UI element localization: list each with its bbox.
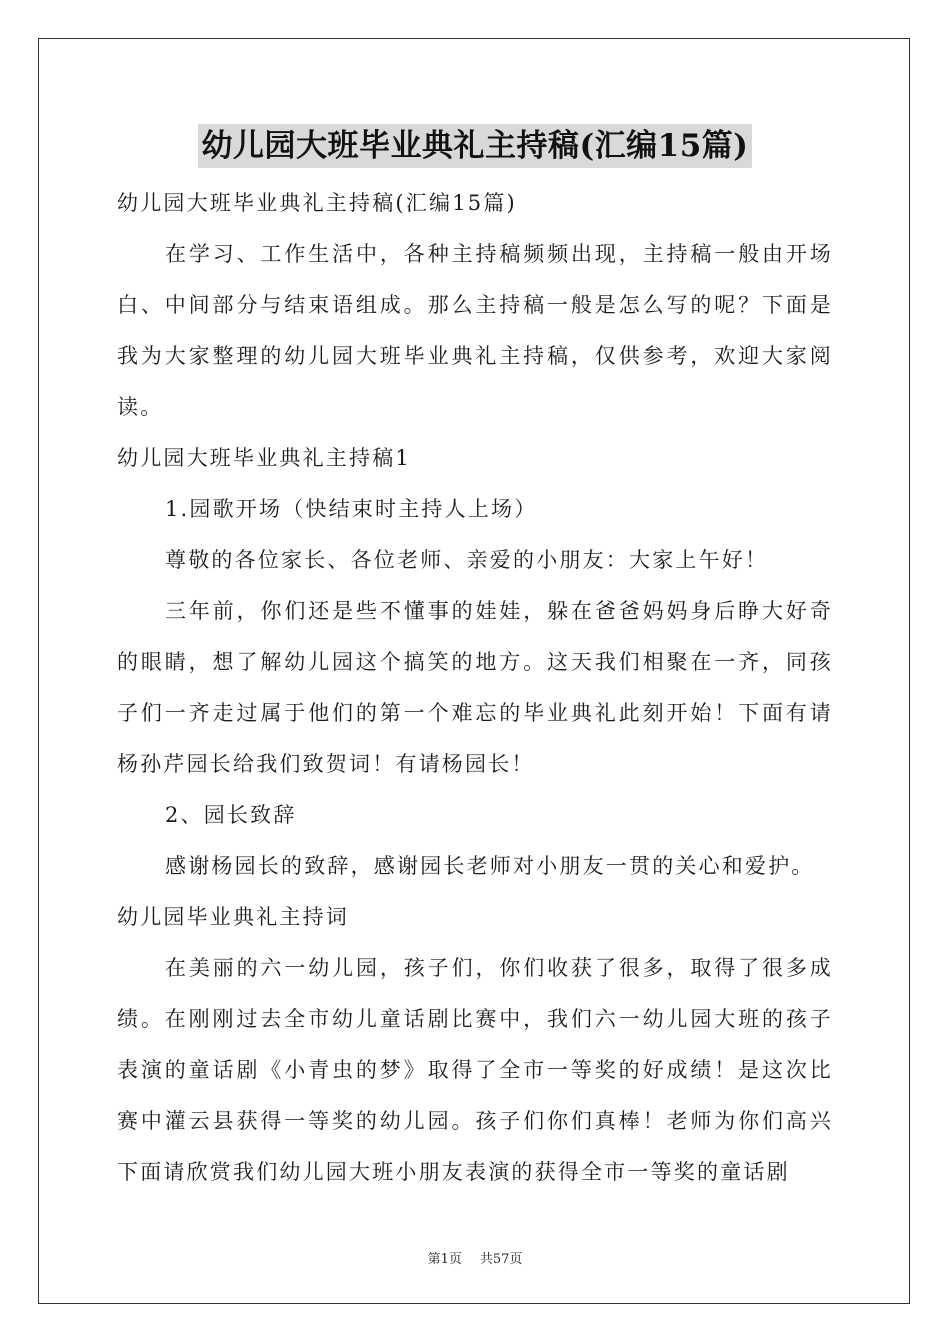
section-heading-1: 幼儿园大班毕业典礼主持稿1 xyxy=(117,446,411,470)
paragraph-greeting: 尊敬的各位家长、各位老师、亲爱的小朋友：大家上午好！ xyxy=(165,548,769,572)
page-footer xyxy=(0,1248,950,1267)
title-container xyxy=(0,124,950,168)
paragraph-subtitle: 幼儿园大班毕业典礼主持稿(汇编15篇) xyxy=(117,191,517,215)
page-number: 第1页 xyxy=(427,1252,462,1267)
paragraph-item-2: 2、园长致辞 xyxy=(165,803,297,827)
document-body xyxy=(117,178,833,1198)
paragraph-opening: 三年前，你们还是些不懂事的娃娃，躲在爸爸妈妈身后睁大好奇的眼睛，想了解幼儿园这个搞笑的地方。这天我们相聚在一齐，同孩子们一齐走过属于他们的第一个难忘的毕业典礼此刻开始！下面有请杨孙芹园长给我们致贺词！有请杨园长！ xyxy=(117,599,833,776)
paragraph-item-1: 1.园歌开场（快结束时主持人上场） xyxy=(165,497,538,521)
paragraph-intro: 在学习、工作生活中，各种主持稿频频出现，主持稿一般由开场白、中间部分与结束语组成。那么主持稿一般是怎么写的呢？下面是我为大家整理的幼儿园大班毕业典礼主持稿，仅供参考，欢迎大家阅读。 xyxy=(117,242,833,419)
document-title: 幼儿园大班毕业典礼主持稿(汇编15篇) xyxy=(198,124,753,168)
section-heading-2: 幼儿园毕业典礼主持词 xyxy=(117,905,349,929)
paragraph-achievements: 在美丽的六一幼儿园，孩子们，你们收获了很多，取得了很多成绩。在刚刚过去全市幼儿童话剧比赛中，我们六一幼儿园大班的孩子表演的童话剧《小青虫的梦》取得了全市一等奖的好成绩！是这次比赛中灌云县获得一等奖的幼儿园。孩子们你们真棒！老师为你们高兴下面请欣赏我们幼儿园大班小朋友表演的获得全市一等奖的童话剧 xyxy=(117,956,833,1184)
paragraph-thanks: 感谢杨园长的致辞，感谢园长老师对小朋友一贯的关心和爱护。 xyxy=(165,854,815,878)
page-total: 共57页 xyxy=(479,1252,523,1267)
